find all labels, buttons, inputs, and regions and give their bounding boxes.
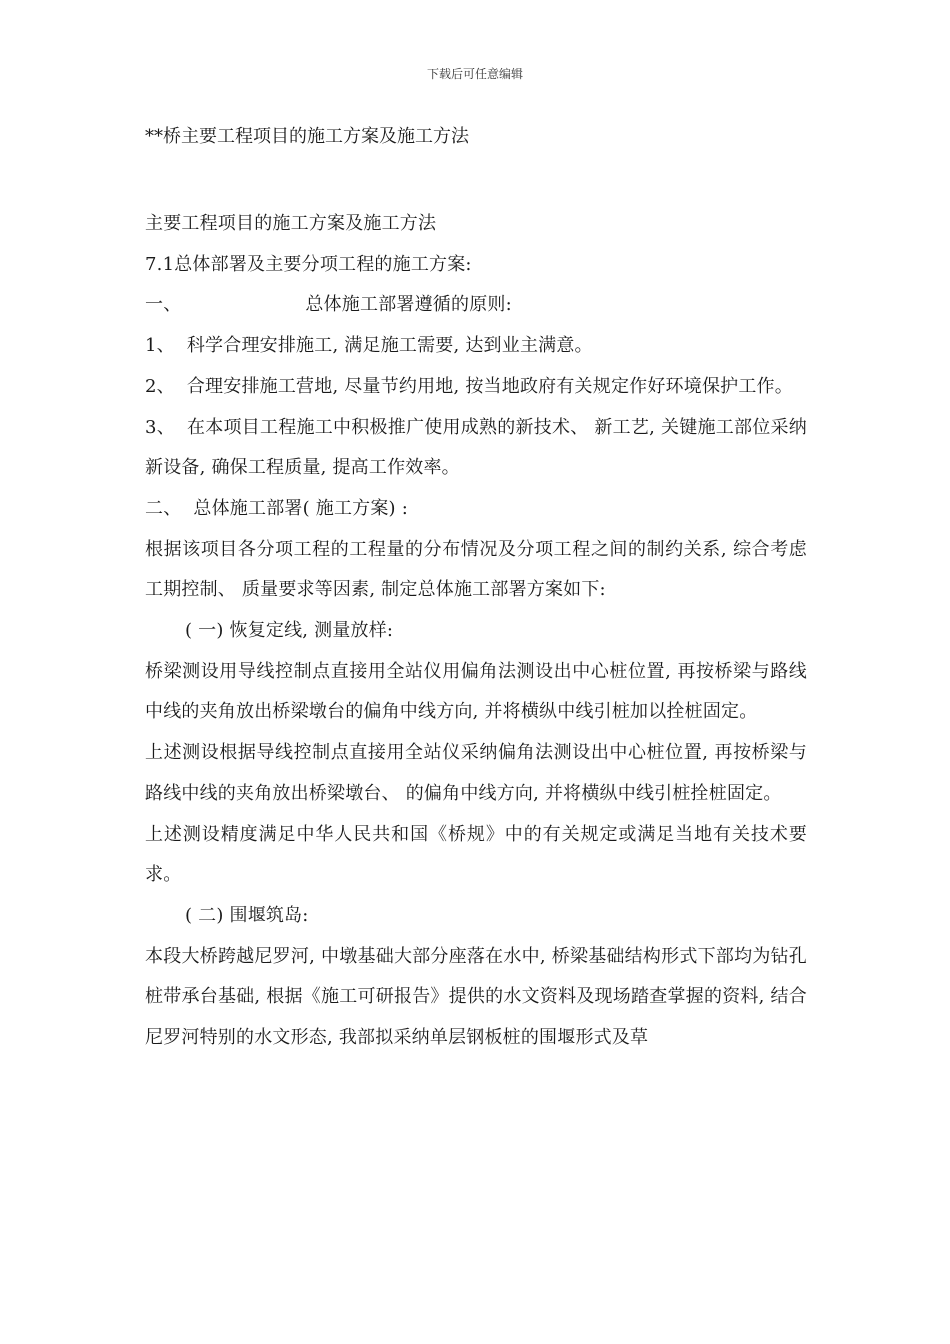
principle-item-2 [145,367,807,408]
principle-item-2-text: 合理安排施工营地, 尽量节约用地, 按当地政府有关规定作好环境保护工作。 [186,375,793,397]
principle-item-3-number: 3、 [145,416,175,438]
part-2-heading-text: 总体施工部署( 施工方案) : [193,497,408,519]
part-1-heading [145,285,807,326]
section-7-1-heading: 7.1总体部署及主要分项工程的施工方案: [145,253,472,275]
subsection-2-paragraph: 本段大桥跨越尼罗河, 中墩基础大部分座落在水中, 桥梁基础结构形式下部均为钻孔桩带承台基础, 根据《施工可研报告》提供的水文资料及现场踏查掌握的资料, 结合尼罗河特别的水文形态, 我部拟采纳单层钢板桩的围堰形式及草 [145,945,807,1049]
subsection-1-heading: ( 一) 恢复定线, 测量放样: [185,620,394,642]
header-note: 下载后可任意编辑 [426,67,523,81]
principle-item-3-text: 在本项目工程施工中积极推广使用成熟的新技术、 新工艺, 关键施工部位采纳新设备, 确保工程质量, 提高工作效率。 [145,416,807,479]
part-1-heading-text: 总体施工部署遵循的原则: [305,294,512,316]
principle-item-1-number: 1、 [145,335,175,357]
subsection-1-paragraph: 上述测设根据导线控制点直接用全站仪采纳偏角法测设出中心桩位置, 再按桥梁与路线中线的夹角放出桥梁墩台、 的偏角中线方向, 并将横纵中线引桩拴桩固定。 [145,742,807,804]
section-heading: 主要工程项目的施工方案及施工方法 [145,213,437,234]
principle-item-1 [145,326,807,367]
document-body [145,204,807,1059]
principle-item-1-text: 科学合理安排施工, 满足施工需要, 达到业主满意。 [186,335,593,357]
subsection-1-paragraph: 桥梁测设用导线控制点直接用全站仪用偏角法测设出中心桩位置, 再按桥梁与路线中线的夹角放出桥梁墩台的偏角中线方向, 并将横纵中线引桩加以拴桩固定。 [145,660,807,723]
subsection-2-heading: ( 二) 围堰筑岛: [185,904,309,926]
part-1-marker: 一、 [145,294,182,316]
part-2-intro: 根据该项目各分项工程的工程量的分布情况及分项工程之间的制约关系, 综合考虑工期控制、 质量要求等因素, 制定总体施工部署方案如下: [145,538,807,601]
principle-item-2-number: 2、 [145,375,175,397]
principle-item-3 [145,408,807,489]
document-title: **桥主要工程项目的施工方案及施工方法 [145,126,469,147]
part-2-heading [145,489,807,530]
subsection-1-paragraph: 上述测设精度满足中华人民共和国《桥规》中的有关规定或满足当地有关技术要求。 [145,823,807,886]
part-2-marker: 二、 [145,497,182,519]
